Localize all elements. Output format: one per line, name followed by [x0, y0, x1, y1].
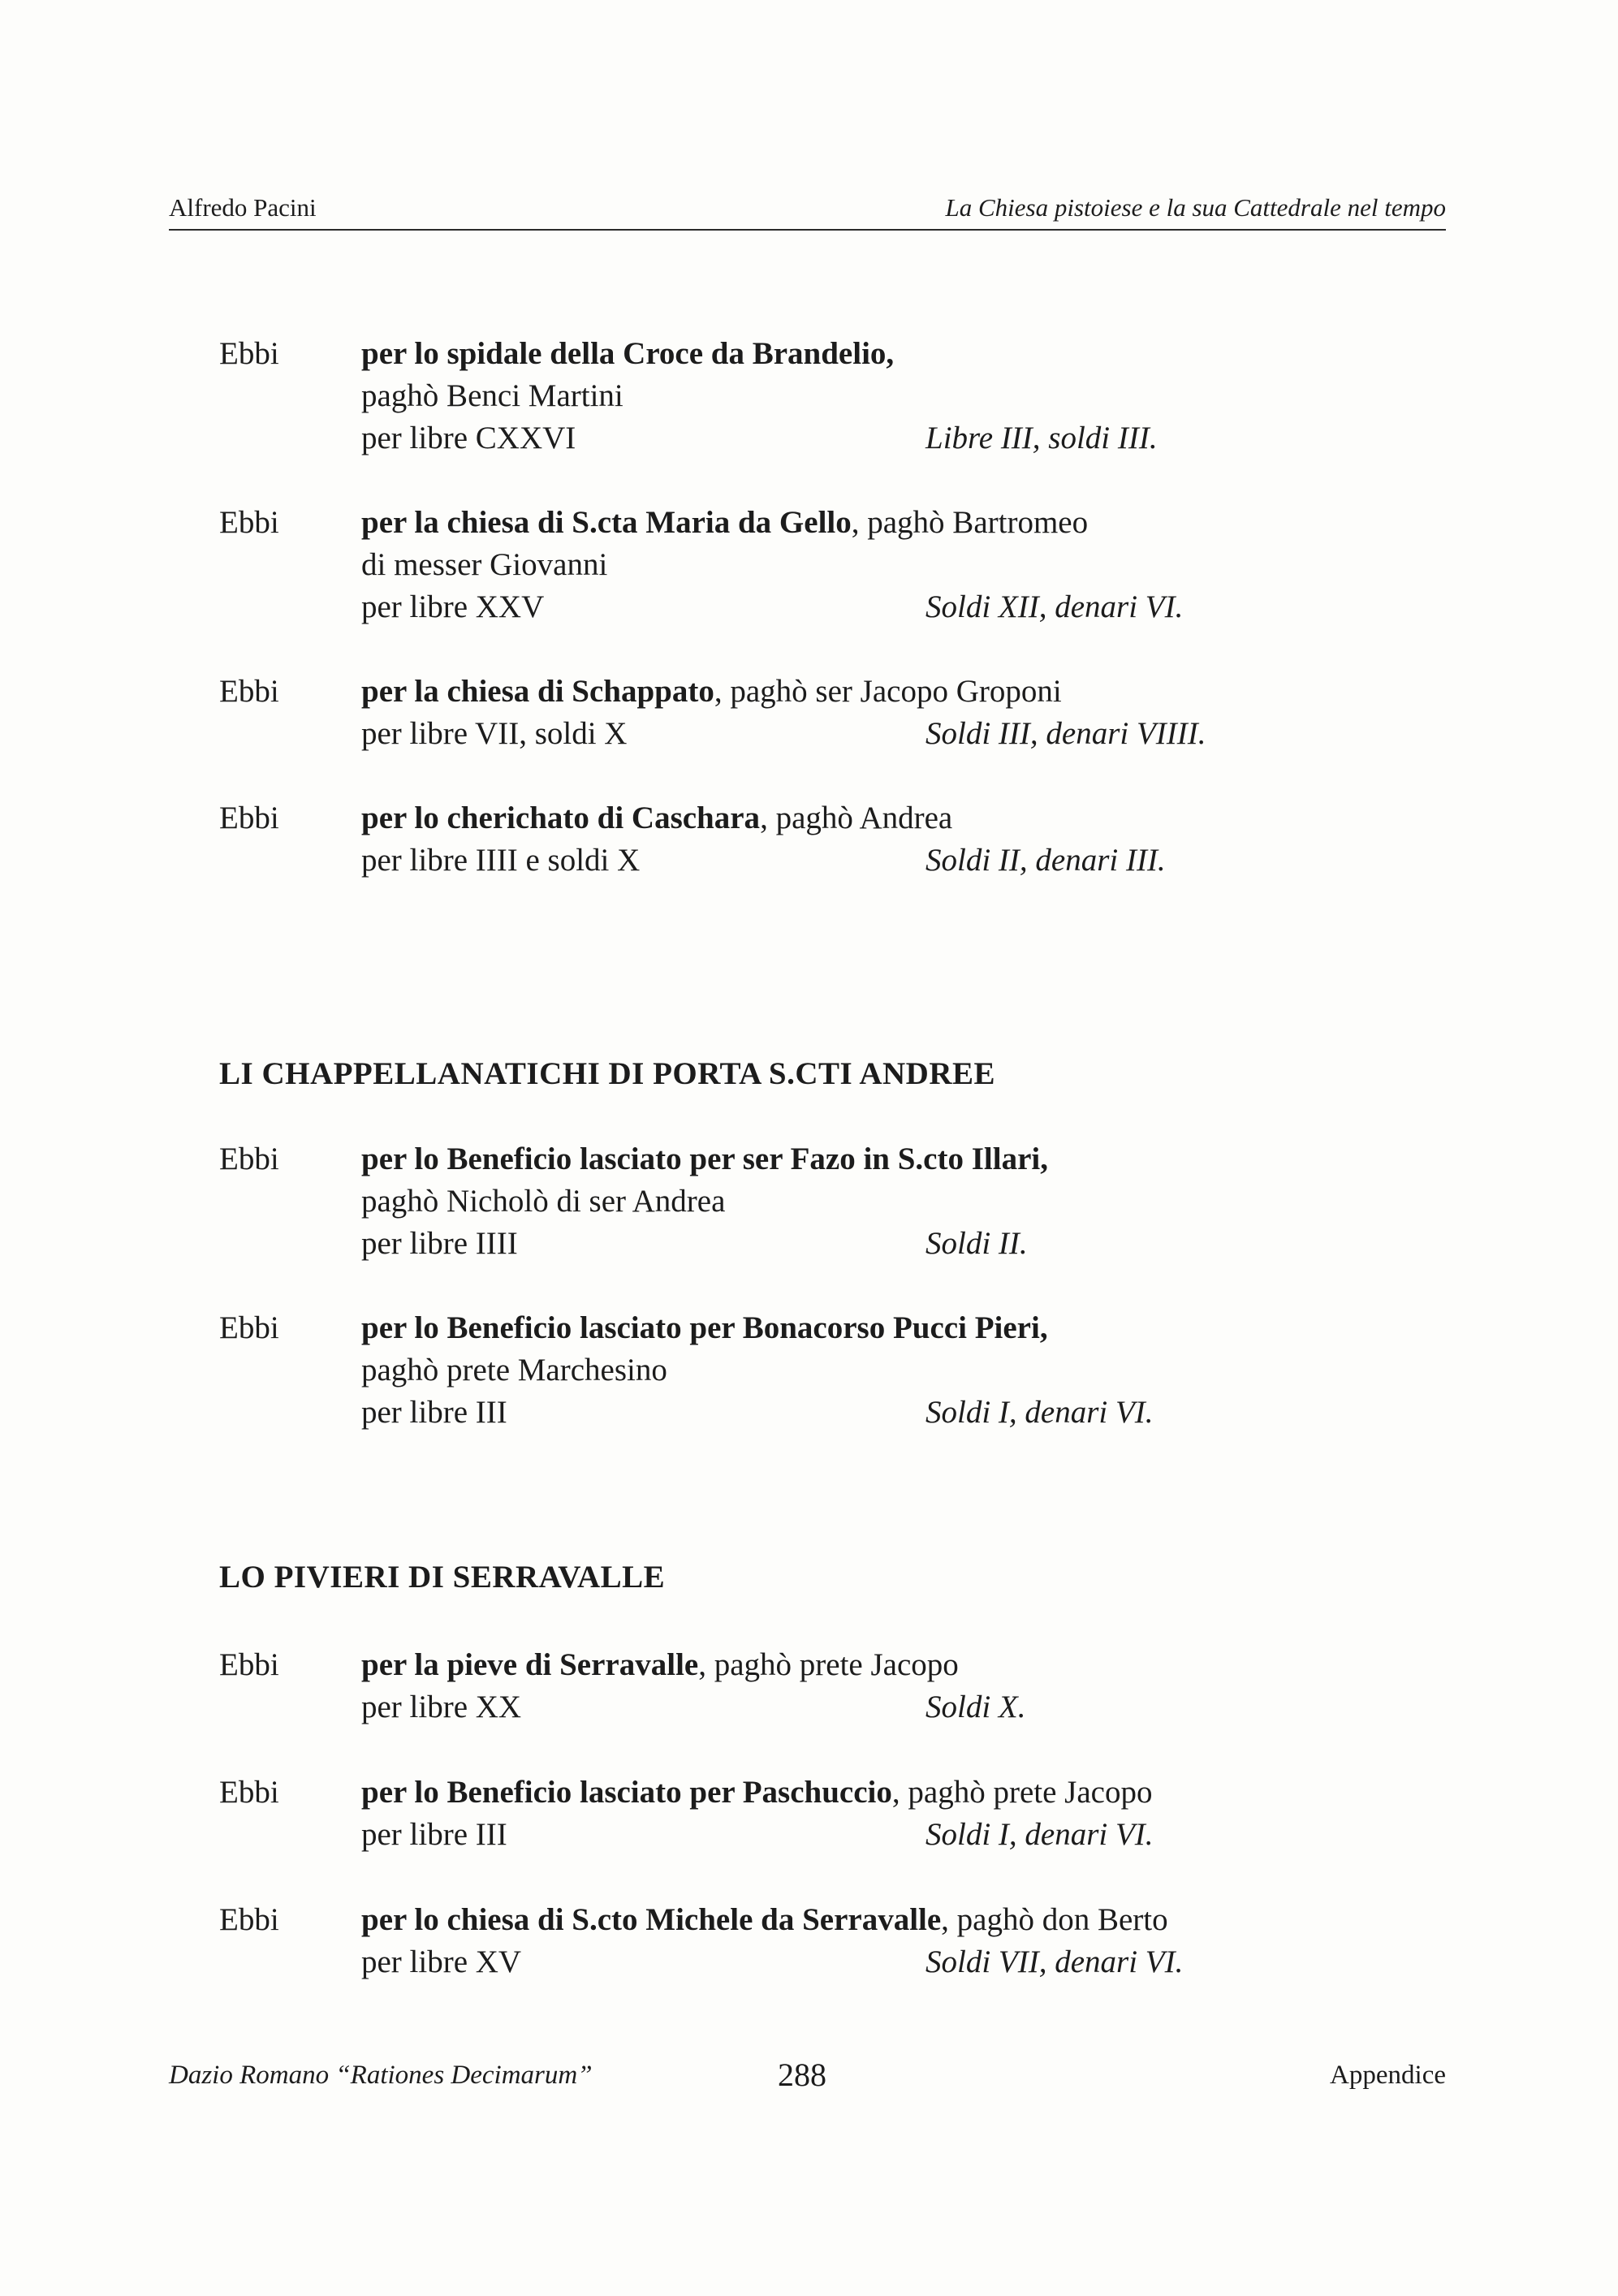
entry-title: per lo Beneficio lasciato per Bonacorso Pucci Pieri,	[361, 1310, 1048, 1345]
entry-payer: , paghò Bartromeo	[851, 505, 1089, 540]
entry-basis: per libre IIII	[361, 1226, 518, 1261]
entry-basis: per libre IIII e soldi X	[361, 843, 641, 878]
entry-label: Ebbi	[219, 1142, 279, 1176]
entry-amount: Soldi XII, denari VI.	[925, 589, 1184, 624]
entry-label: Ebbi	[219, 801, 279, 835]
entry-title: per lo cherichato di Caschara	[361, 801, 761, 835]
entry-label: Ebbi	[219, 1775, 279, 1810]
entry-basis: per libre XX	[361, 1690, 522, 1724]
page-number: 288	[778, 2056, 826, 2093]
entry-title: per la pieve di Serravalle	[361, 1647, 699, 1682]
section-heading: LO PIVIERI DI SERRAVALLE	[219, 1560, 666, 1595]
entry-title: per lo chiesa di S.cto Michele da Serravalle	[361, 1902, 942, 1937]
entry-basis: per libre XV	[361, 1944, 522, 1979]
entry-amount: Soldi II.	[925, 1226, 1028, 1261]
entry-title: per lo Beneficio lasciato per ser Fazo in S.cto Illari,	[361, 1142, 1048, 1176]
entry-label: Ebbi	[219, 505, 279, 540]
section-heading: LI CHAPPELLANATICHI DI PORTA S.CTI ANDREE	[219, 1056, 996, 1091]
entry-amount: Soldi I, denari VI.	[925, 1817, 1154, 1852]
header-divider	[169, 229, 1446, 231]
entry-label: Ebbi	[219, 336, 279, 371]
entry-payer-line: di messer Giovanni	[361, 547, 608, 582]
entry-payer-line: paghò prete Marchesino	[361, 1353, 667, 1388]
running-header-author: Alfredo Pacini	[169, 193, 317, 222]
entry-basis: per libre XXV	[361, 589, 545, 624]
entry-basis: per libre III	[361, 1395, 507, 1430]
entry-label: Ebbi	[219, 674, 279, 709]
entry-amount: Soldi I, denari VI.	[925, 1395, 1154, 1430]
entry-label: Ebbi	[219, 1647, 279, 1682]
entry-amount: Soldi III, denari VIIII.	[925, 716, 1206, 751]
entry-payer: , paghò prete Jacopo	[891, 1775, 1153, 1810]
entry-amount: Soldi II, denari III.	[925, 843, 1166, 878]
entry-payer-line: paghò Benci Martini	[361, 378, 623, 413]
entry-payer: , paghò ser Jacopo Groponi	[714, 674, 1062, 709]
entry-label: Ebbi	[219, 1902, 279, 1937]
entry-payer: , paghò prete Jacopo	[698, 1647, 959, 1682]
entry-basis: per libre VII, soldi X	[361, 716, 628, 751]
entry-amount: Libre III, soldi III.	[925, 421, 1158, 455]
entry-label: Ebbi	[219, 1310, 279, 1345]
entry-title: per la chiesa di Schappato	[361, 674, 714, 709]
entry-basis: per libre CXXVI	[361, 421, 576, 455]
entry-amount: Soldi VII, denari VI.	[925, 1944, 1184, 1979]
footer-source: Dazio Romano “Rationes Decimarum”	[169, 2061, 593, 2090]
footer-section: Appendice	[1330, 2061, 1446, 2090]
entry-amount: Soldi X.	[925, 1690, 1026, 1724]
entry-basis: per libre III	[361, 1817, 507, 1852]
entry-payer: , paghò don Berto	[941, 1902, 1168, 1937]
entry-title: per la chiesa di S.cta Maria da Gello	[361, 505, 852, 540]
entry-title: per lo spidale della Croce da Brandelio,	[361, 336, 895, 371]
running-header-title: La Chiesa pistoiese e la sua Cattedrale nel tempo	[945, 193, 1446, 222]
entry-payer-line: paghò Nicholò di ser Andrea	[361, 1184, 726, 1219]
entry-payer: , paghò Andrea	[760, 801, 953, 835]
entry-title: per lo Beneficio lasciato per Paschuccio	[361, 1775, 892, 1810]
